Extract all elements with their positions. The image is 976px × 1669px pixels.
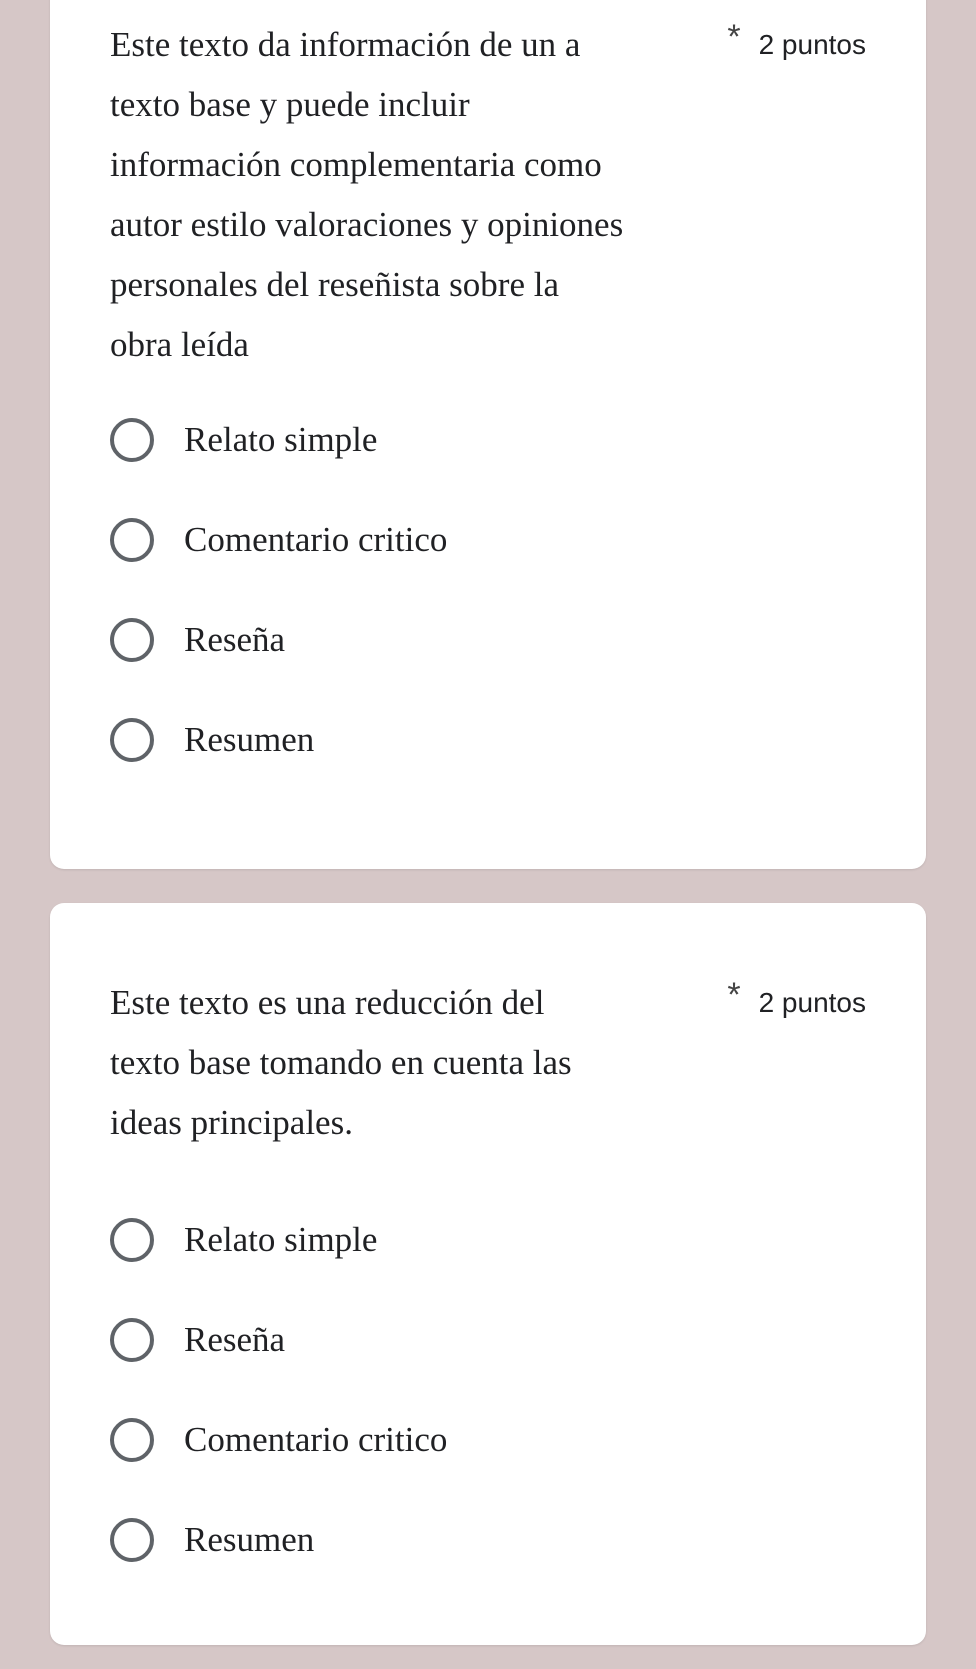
option-resumen[interactable]: [110, 690, 866, 790]
option-label: Resumen: [184, 1520, 315, 1559]
radio-button-icon[interactable]: [110, 1418, 154, 1462]
option-relato-simple[interactable]: [110, 390, 866, 490]
required-asterisk: *: [727, 975, 741, 1014]
option-label: Reseña: [184, 620, 286, 659]
option-resumen[interactable]: [110, 1490, 866, 1590]
points-label: 2 puntos: [758, 29, 866, 60]
option-label: Resumen: [184, 720, 315, 759]
points-label: 2 puntos: [758, 987, 866, 1018]
option-label: Relato simple: [184, 420, 378, 459]
radio-button-icon[interactable]: [110, 1218, 154, 1262]
option-label: Reseña: [184, 1320, 286, 1359]
options-list-2: [110, 1190, 866, 1590]
question-header-1: [110, 15, 866, 375]
question-text: Este texto es una reducción del texto base tomando en cuenta las ideas principales.: [110, 983, 572, 1142]
option-resena[interactable]: [110, 1290, 866, 1390]
question-card-2: [50, 903, 926, 1645]
radio-button-icon[interactable]: [110, 1318, 154, 1362]
required-asterisk: *: [727, 17, 741, 56]
radio-button-icon[interactable]: [110, 618, 154, 662]
question-text: Este texto da información de un a texto base y puede incluir información complementaria como autor estilo valoraciones y opiniones personales del reseñista sobre la obra leída: [110, 25, 624, 364]
radio-button-icon[interactable]: [110, 1518, 154, 1562]
option-comentario-critico[interactable]: [110, 1390, 866, 1490]
points-indicator: [727, 15, 866, 75]
option-label: Comentario critico: [184, 1420, 448, 1459]
options-list-1: [110, 390, 866, 790]
option-label: Relato simple: [184, 1220, 378, 1259]
question-card-1: [50, 0, 926, 869]
question-header-2: [110, 973, 866, 1153]
option-comentario-critico[interactable]: [110, 490, 866, 590]
radio-button-icon[interactable]: [110, 518, 154, 562]
option-resena[interactable]: [110, 590, 866, 690]
option-relato-simple[interactable]: [110, 1190, 866, 1290]
radio-button-icon[interactable]: [110, 418, 154, 462]
points-indicator: [727, 973, 866, 1033]
radio-button-icon[interactable]: [110, 718, 154, 762]
option-label: Comentario critico: [184, 520, 448, 559]
